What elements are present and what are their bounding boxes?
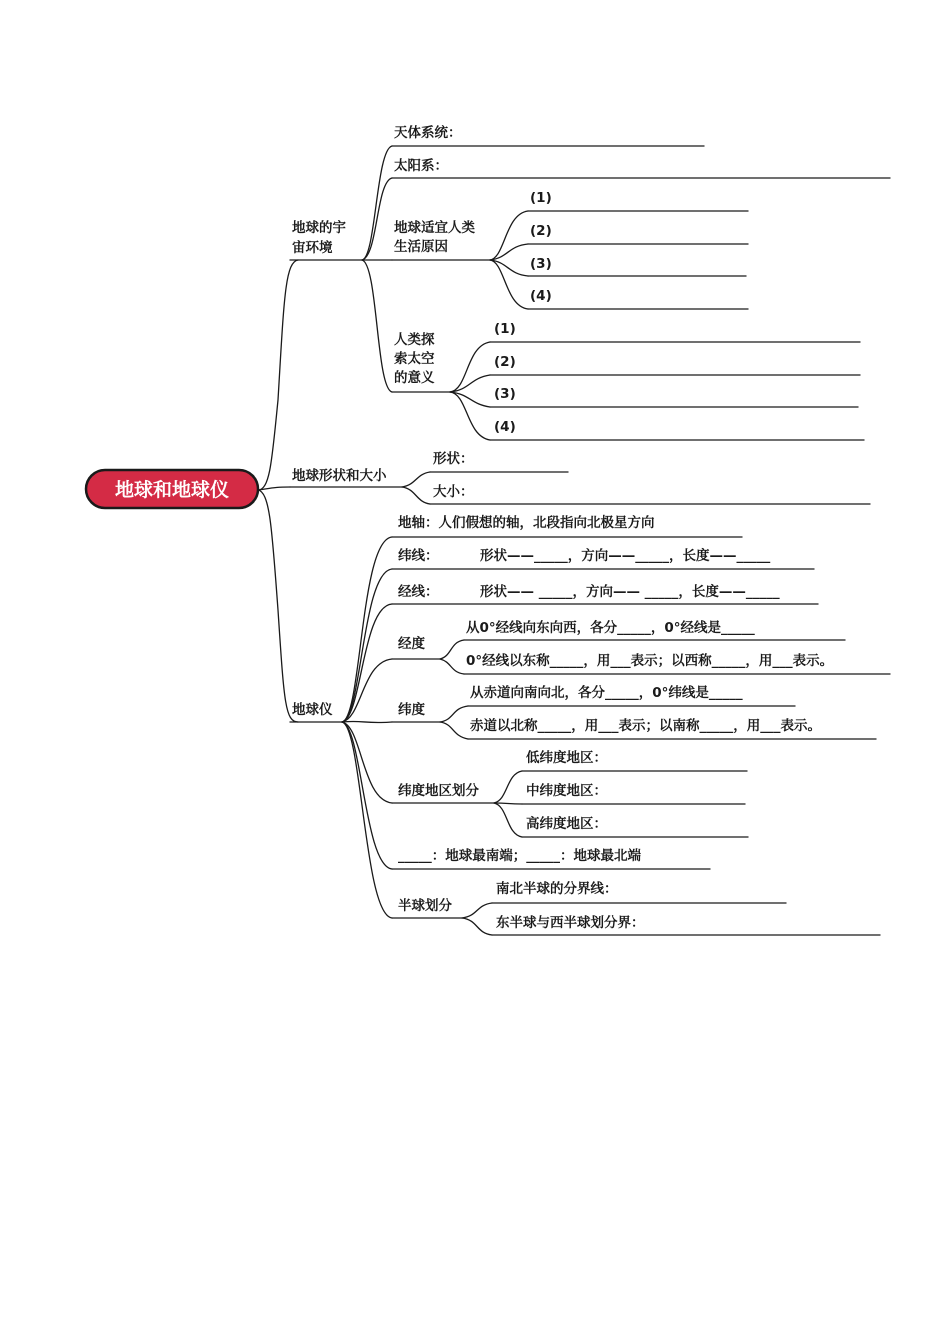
connector-latitude [342,721,392,722]
poles-text: _____：地球最南端；_____：地球最北端 [398,848,641,864]
zone-high: 高纬度地区： [526,816,607,832]
longitude-label: 经度 [398,636,425,652]
connector-hab-1 [490,211,528,260]
root-label: 地球和地球仪 [114,479,230,501]
space-label-l3: 的意义 [394,370,435,386]
habitable-item-2: (2) [530,223,552,239]
lon-line-label: 经线： [398,584,439,600]
hemisphere-ns: 南北半球的分界线： [496,881,618,897]
celestial-system-label: 天体系统： [394,125,462,141]
lat-line-label: 纬线： [398,548,439,564]
space-item-4: (4) [494,419,516,435]
habitable-label-l2: 生活原因 [394,239,448,255]
connector-hemi-ns [462,903,492,918]
longitude-line-2: 0°经线以东称_____，用___表示；以西称_____，用___表示。 [466,653,834,669]
space-item-1: (1) [494,321,516,337]
habitable-item-3: (3) [530,256,552,272]
connector-axis [342,537,392,722]
connector-lon-2 [440,659,464,674]
longitude-line-1: 从0°经线向东向西，各分_____，0°经线是_____ [466,620,755,636]
habitable-label-l1: 地球适宜人类 [394,220,475,236]
space-item-3: (3) [494,386,516,402]
connector-solar [362,178,392,260]
connector-celestial [362,146,392,260]
solar-system-label: 太阳系： [394,158,448,174]
connector-hab-4 [490,260,528,309]
universe-label-l1: 地球的宇 [292,220,346,236]
connector-poles [342,722,392,869]
globe-label: 地球仪 [292,702,333,718]
connector-size [402,487,430,504]
lat-line-text: 形状——_____，方向——_____，长度——_____ [480,548,771,564]
lon-line-text: 形状—— _____，方向—— _____，长度——_____ [480,584,780,600]
latitude-label: 纬度 [398,702,425,718]
shape-label: 形状： [433,451,474,467]
habitable-item-1: (1) [530,190,552,206]
zone-mid: 中纬度地区： [526,783,607,799]
hemisphere-label: 半球划分 [398,898,452,914]
connector-hemisphere [342,722,392,918]
hemisphere-ew: 东半球与西半球划分界： [496,915,645,931]
space-label-l2: 索太空 [394,351,435,367]
shape-size-label: 地球形状和大小 [292,468,387,484]
connector-space [362,260,392,392]
connector-hemi-ew [462,918,492,935]
connector-zone-low [494,771,522,803]
latitude-line-1: 从赤道向南向北，各分_____，0°纬线是_____ [470,685,743,701]
connector-zone-high [494,803,522,837]
universe-label-l2: 宙环境 [292,240,333,256]
connector-lat-1 [440,706,468,722]
size-label: 大小： [433,484,474,500]
root-node [86,470,258,508]
space-label-l1: 人类探 [394,332,435,348]
habitable-item-4: (4) [530,288,552,304]
connector-zone-mid [494,803,522,804]
zone-low: 低纬度地区： [526,750,607,766]
connector-lat-2 [440,722,468,739]
connector-globe [258,490,298,722]
connector-shape [402,472,430,487]
latitude-line-2: 赤道以北称_____，用___表示；以南称_____，用___表示。 [470,718,821,734]
axis-text: 地轴：人们假想的轴，北段指向北极星方向 [398,515,655,531]
zones-label: 纬度地区划分 [398,783,479,799]
space-item-2: (2) [494,354,516,370]
connector-lon-1 [440,640,464,659]
connector-universe [258,260,298,490]
